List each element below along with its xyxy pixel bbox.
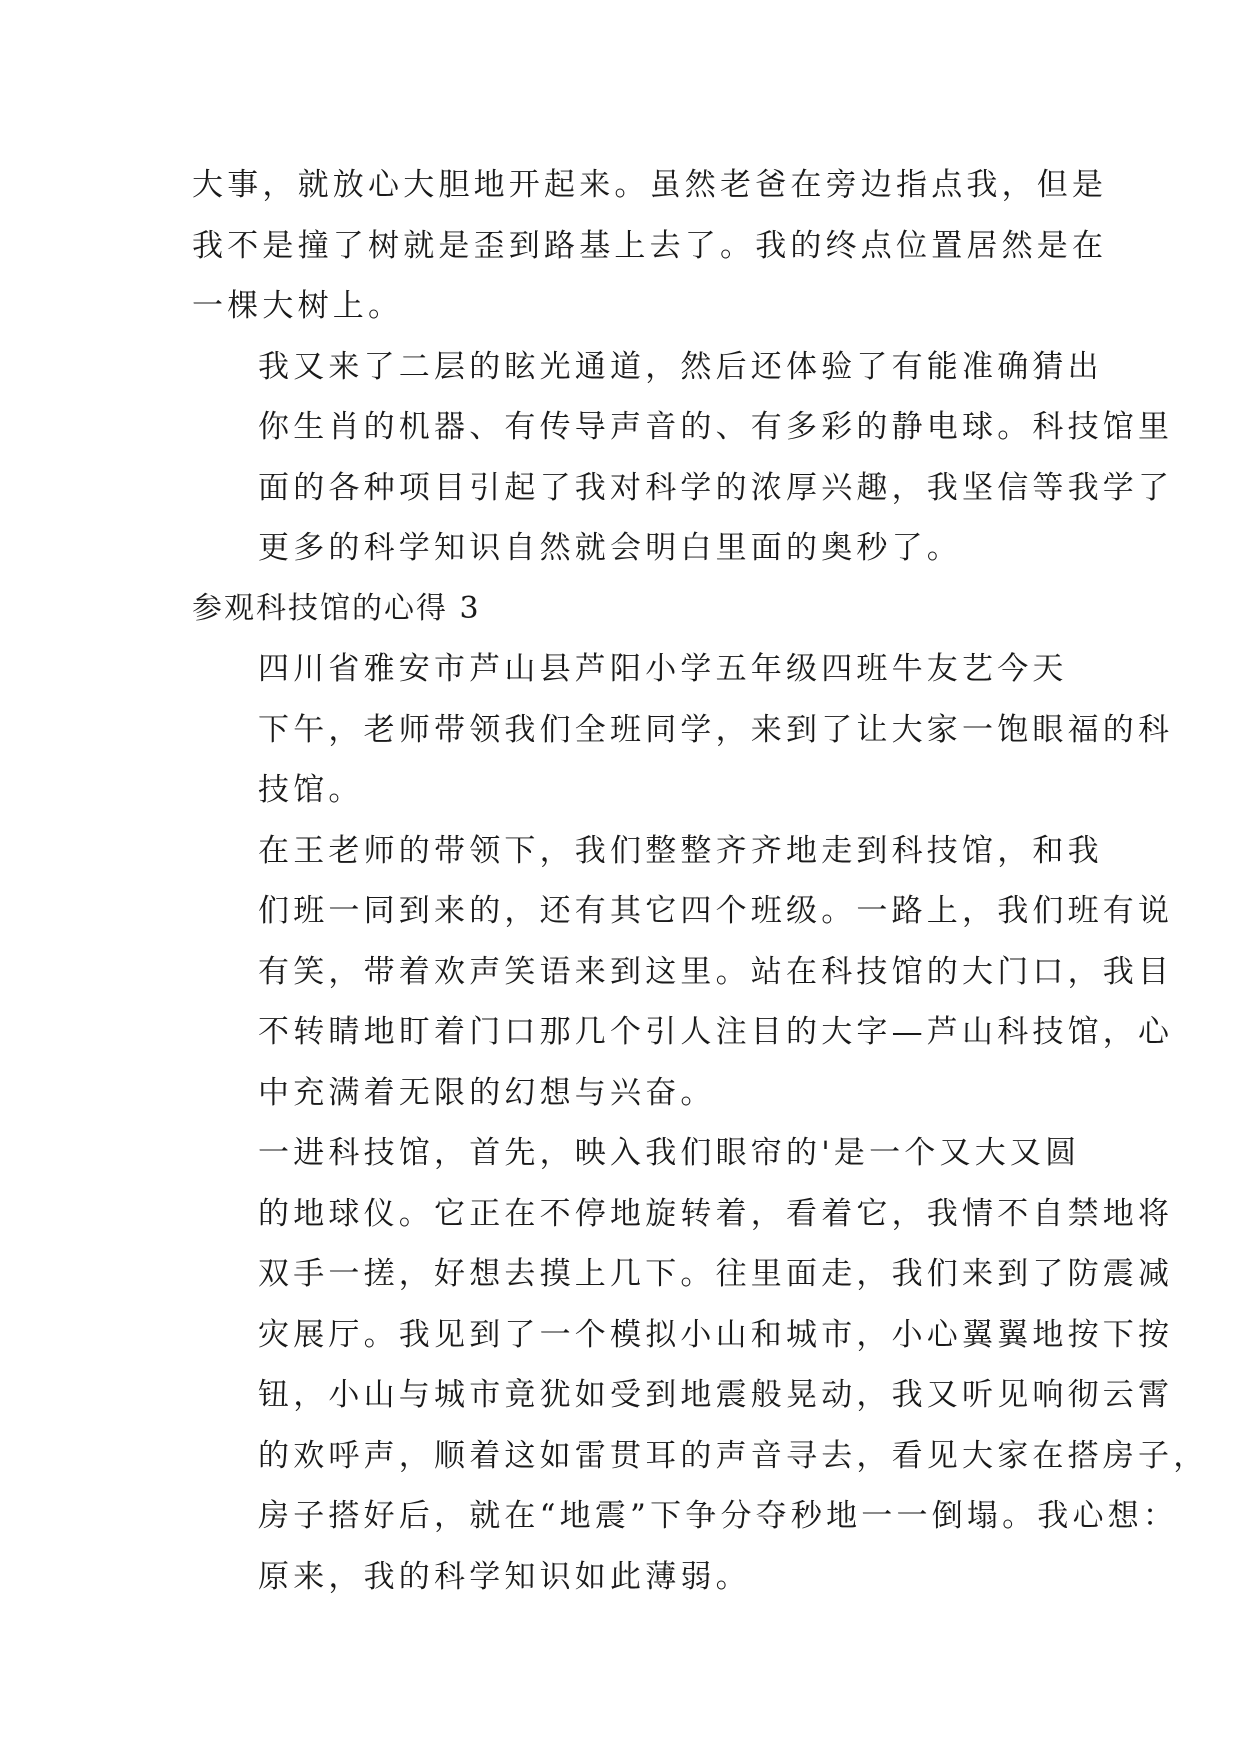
text-line: 下午，老师带领我们全班同学，来到了让大家一饱眼福的科 bbox=[258, 711, 1174, 748]
paragraph bbox=[192, 337, 1174, 579]
text-line: 钮，小山与城市竟犹如受到地震般晃动，我又听见响彻云霄 bbox=[258, 1377, 1174, 1413]
paragraph bbox=[192, 639, 1174, 821]
text-line: 更多的科学知识自然就会明白里面的奥秒了。 bbox=[258, 530, 962, 566]
document-page bbox=[192, 155, 1209, 1607]
text-line: 的欢呼声，顺着这如雷贯耳的声音寻去，看见大家在搭房子， bbox=[258, 1437, 1209, 1474]
text-line: 技馆。 bbox=[258, 772, 364, 808]
text-line: 双手一搓，好想去摸上几下。往里面走，我们来到了防震减 bbox=[258, 1256, 1174, 1292]
text-line: 原来，我的科学知识如此薄弱。 bbox=[258, 1558, 751, 1595]
text-line: 灾展厅。我见到了一个模拟小山和城市，小心翼翼地按下按 bbox=[258, 1316, 1174, 1353]
section-heading bbox=[192, 579, 1052, 640]
text-line: 的地球仪。它正在不停地旋转着，看着它，我情不自禁地将 bbox=[258, 1195, 1174, 1232]
text-line: 大事，就放心大胆地开起来。虽然老爸在旁边指点我，但是 bbox=[192, 167, 1108, 203]
text-line: 四川省雅安市芦山县芦阳小学五年级四班牛友艺今天 bbox=[258, 651, 1068, 687]
text-line: 你生肖的机器、有传导声音的、有多彩的静电球。科技馆里 bbox=[258, 409, 1174, 445]
text-line: 有笑，带着欢声笑语来到这里。站在科技馆的大门口，我目 bbox=[258, 953, 1174, 990]
text-line: 不转睛地盯着门口那几个引人注目的大字—芦山科技馆，心 bbox=[258, 1014, 1174, 1050]
text-line: 中充满着无限的幻想与兴奋。 bbox=[258, 1074, 716, 1111]
paragraph bbox=[192, 1123, 1209, 1607]
text-line: 一棵大树上。 bbox=[192, 288, 404, 324]
text-line: 房子搭好后，就在“地震”下争分夺秒地一一倒塌。我心想： bbox=[258, 1498, 1179, 1534]
paragraph bbox=[192, 821, 1174, 1124]
text-line: 我又来了二层的眩光通道，然后还体验了有能准确猜出 bbox=[258, 348, 1103, 385]
paragraph bbox=[192, 155, 1108, 337]
text-line: 我不是撞了树就是歪到路基上去了。我的终点位置居然是在 bbox=[192, 227, 1108, 264]
text-line: 参观科技馆的心得 3 bbox=[192, 590, 481, 626]
text-line: 一进科技馆，首先，映入我们眼帘的'是一个又大又圆 bbox=[258, 1135, 1081, 1171]
text-line: 们班一同到来的，还有其它四个班级。一路上，我们班有说 bbox=[258, 893, 1174, 929]
text-line: 在王老师的带领下，我们整整齐齐地走到科技馆，和我 bbox=[258, 832, 1103, 869]
text-line: 面的各种项目引起了我对科学的浓厚兴趣，我坚信等我学了 bbox=[258, 469, 1174, 506]
